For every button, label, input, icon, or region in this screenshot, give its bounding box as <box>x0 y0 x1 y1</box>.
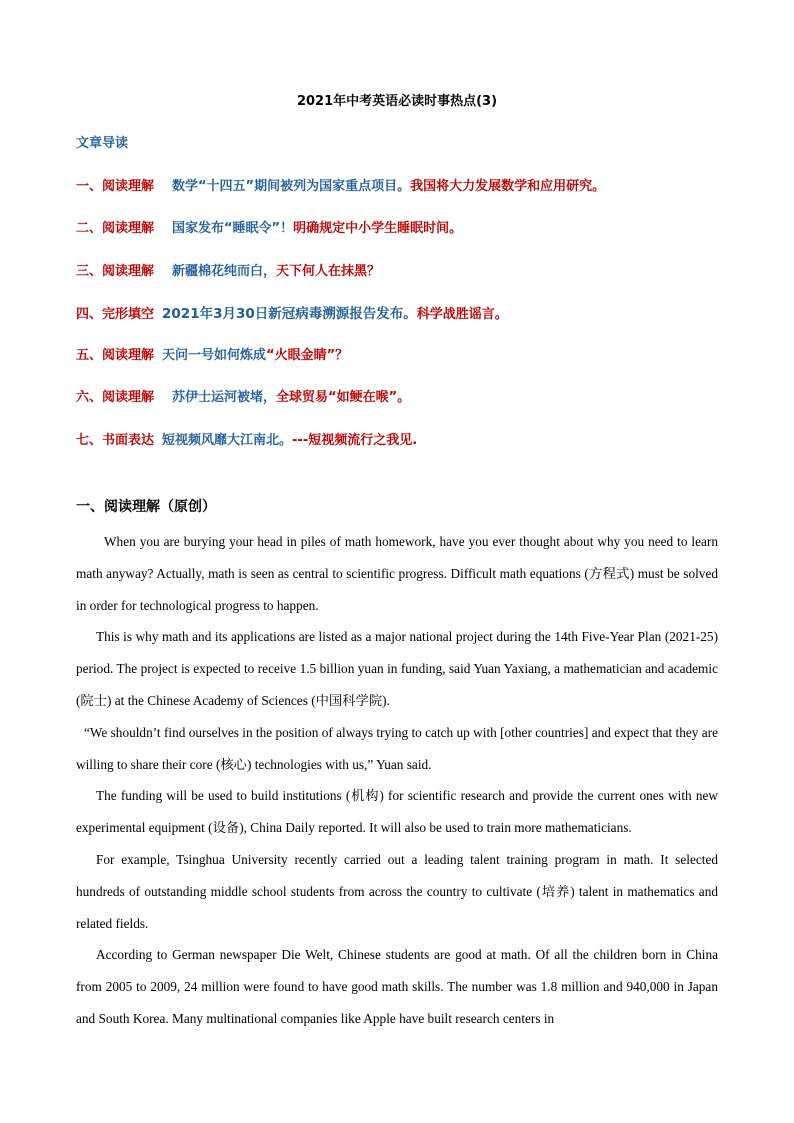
guide-item-text-b: 天下何人在抹黑？ <box>276 263 381 279</box>
guide-item-number: 六、阅读理解 <box>76 390 155 406</box>
article-paragraph: For example, Tsinghua University recently carried out a leading talent training program in math. It selected hundreds of outstanding middle school students from across the country to cultivate (培养) talent in mathematics and related fields. <box>76 851 718 931</box>
article-paragraph: “We shouldn’t find ourselves in the position of always trying to catch up with [other countries] and expect that they are willing to share their core (核心) technologies with us,” Yuan said. <box>76 724 718 772</box>
guide-item <box>76 260 736 302</box>
article-body <box>76 526 718 1035</box>
guide-item-number: 二、阅读理解 <box>76 221 155 237</box>
guide-label: 文章导读 <box>76 136 129 151</box>
guide-item-text-a: 国家发布“睡眠令”！ <box>172 221 294 237</box>
guide-item <box>76 344 736 386</box>
guide-item-text-a: 新疆棉花纯而白， <box>172 263 277 279</box>
article-paragraph: When you are burying your head in piles of math homework, have you ever thought about why you need to learn math anyway? Actually, math is seen as central to scientific progress. Difficult math equations (方程式) must be solved in order for technological progress to happen. <box>76 534 718 613</box>
guide-item-number: 七、书面表达 <box>76 432 155 448</box>
article-paragraph: According to German newspaper Die Welt, Chinese students are good at math. Of all the children born in China from 2005 to 2009, 24 million were found to have good math skills. The number was 1.8 million and 940,000 in Japan and South Korea. Many multinational companies like Apple have built research centers in <box>76 947 718 1026</box>
guide-item-number: 五、阅读理解 <box>76 348 155 364</box>
guide-item-number: 一、阅读理解 <box>76 179 155 194</box>
guide-item-number: 四、完形填空 <box>76 306 155 322</box>
guide-item-text-b: “火眼金睛”？ <box>266 348 349 364</box>
guide-item-text-a: 2021年3月30日新冠病毒溯源报告发布。 <box>162 305 417 322</box>
guide-item <box>76 175 736 217</box>
guide-item-text-b: 科学战胜谣言。 <box>416 306 508 322</box>
guide-item-text-a: 苏伊士运河被堵， <box>172 390 277 406</box>
guide-item <box>76 302 736 344</box>
guide-item-text-b: 全球贸易“如鲠在喉”。 <box>276 390 411 406</box>
guide-item <box>76 217 736 259</box>
guide-item-text-b: 我国将大力发展数学和应用研究。 <box>410 179 606 194</box>
guide-item-number: 三、阅读理解 <box>76 263 155 279</box>
guide-item-text-a: 短视频风靡大江南北。 <box>162 432 293 448</box>
guide-item-text-b: 明确规定中小学生睡眠时间。 <box>293 221 463 237</box>
guide-list <box>76 175 736 471</box>
document-title: 2021年中考英语必读时事热点(3) <box>296 94 498 109</box>
guide-item <box>76 386 736 428</box>
article-paragraph: This is why math and its applications are listed as a major national project during the 14th Five-Year Plan (2021-25) period. The project is expected to receive 1.5 billion yuan in funding, said Yuan Yaxiang, a mathematician and academic (院士) at the Chinese Academy of Sciences (中国科学院). <box>76 629 718 708</box>
article-paragraph: The funding will be used to build institutions (机构) for scientific research and provide the current ones with new experimental equipment (设备), China Daily reported. It will also be used to train more mathematicians. <box>76 788 718 836</box>
guide-item-text-a: 数学“十四五”期间被列为国家重点项目。 <box>172 179 411 194</box>
guide-item <box>76 429 736 471</box>
guide-item-text-b: ---短视频流行之我见. <box>292 432 418 448</box>
guide-item-text-a: 天问一号如何炼成 <box>162 348 267 364</box>
section-heading: 一、阅读理解（原创） <box>76 499 216 515</box>
